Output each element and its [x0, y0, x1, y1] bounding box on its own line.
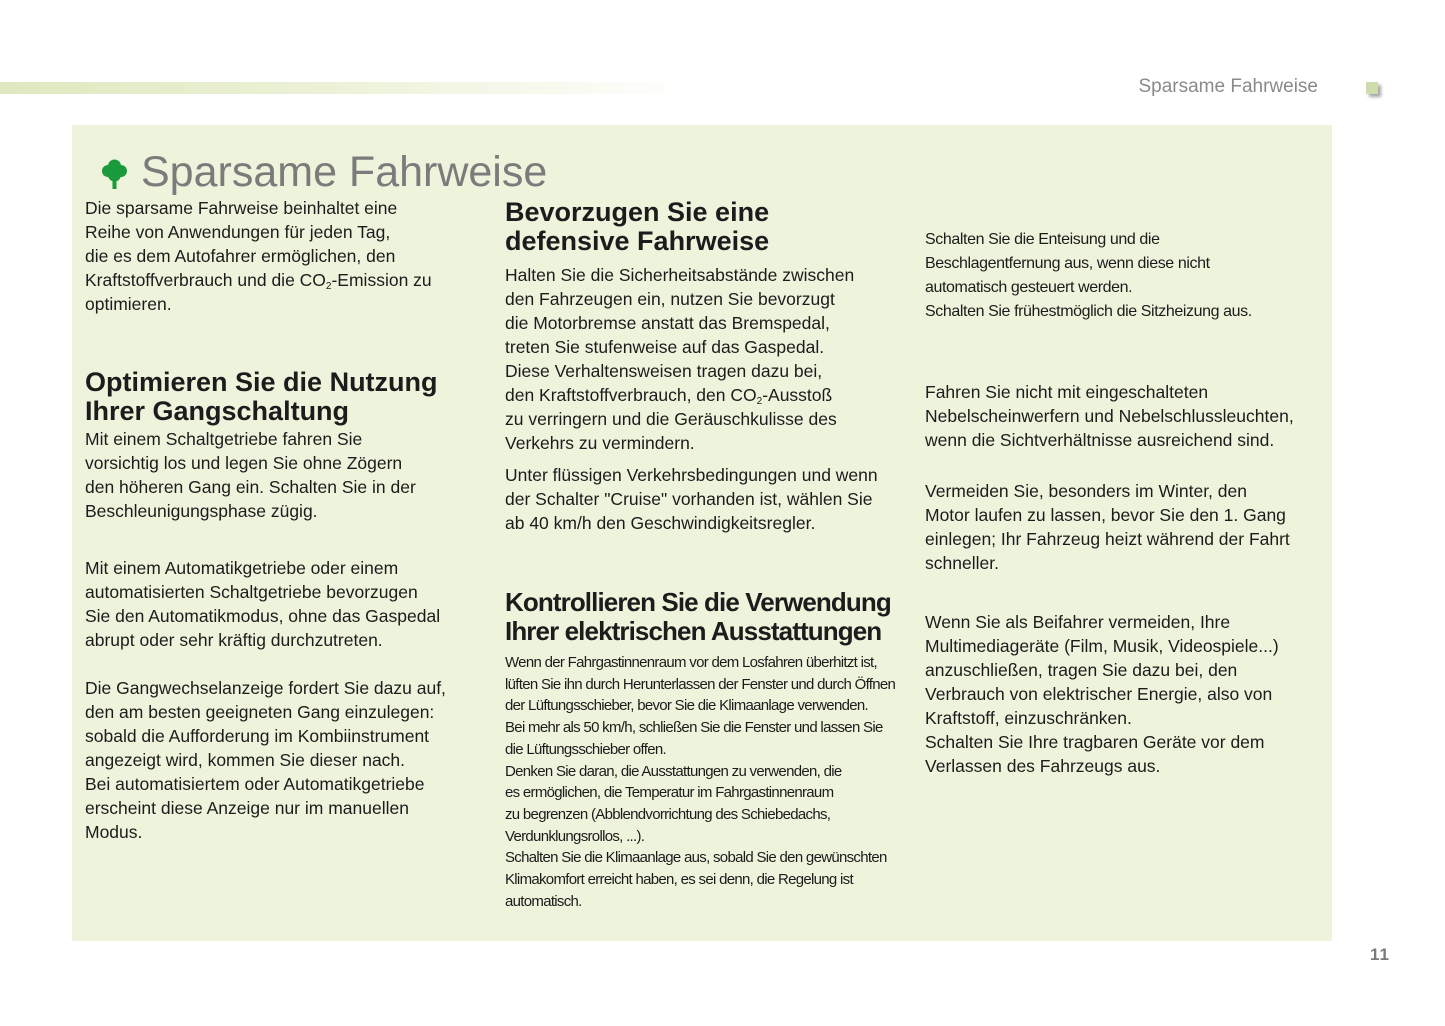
text-line: zu verringern und die Geräuschkulisse des	[505, 409, 837, 429]
text-line: Wenn der Fahrgastinnenraum vor dem Losfahren überhitzt ist,	[505, 654, 877, 671]
heading-line: Optimieren Sie die Nutzung	[85, 367, 438, 397]
text-line: Sie den Automatikmodus, ohne das Gaspedal	[85, 606, 441, 626]
text-line: sobald die Aufforderung im Kombiinstrument	[85, 726, 430, 746]
section-heading-fahrweise	[505, 198, 769, 256]
text-line: Wenn Sie als Beifahrer vermeiden, Ihre	[925, 612, 1231, 632]
text-line: Verbrauch von elektrischer Energie, also von	[925, 684, 1273, 704]
text-line: der Lüftungsschieber, bevor Sie die Klimaanlage verwenden.	[505, 697, 868, 715]
paragraph-cruise	[505, 463, 878, 535]
text-line: Kraftstoffverbrauch und die $CO_2$-Emission zu	[85, 270, 432, 292]
text-line: Motor laufen zu lassen, bevor Sie den 1. Gang	[925, 505, 1286, 525]
text-line: erscheint diese Anzeige nur im manuellen	[85, 798, 409, 818]
text-line: den am besten geeigneten Gang einzulegen:	[85, 702, 435, 722]
text-line: schneller.	[925, 553, 999, 573]
heading-line: defensive Fahrweise	[505, 226, 770, 256]
page-number: 11	[1370, 945, 1390, 964]
paragraph-automatikgetriebe	[85, 556, 440, 652]
text-line: die es dem Autofahrer ermöglichen, den	[85, 246, 396, 266]
text-line: optimieren.	[85, 294, 172, 314]
section-heading-gangschaltung	[85, 368, 438, 426]
text-line: die Lüftungsschieber offen.	[505, 740, 666, 758]
text-line: Vermeiden Sie, besonders im Winter, den	[925, 481, 1247, 501]
text-line: zu begrenzen (Abblendvorrichtung des Schiebedachs,	[505, 805, 831, 823]
text-line: vorsichtig los und legen Sie ohne Zögern	[85, 453, 403, 473]
tree-icon	[101, 158, 128, 190]
text-line: Halten Sie die Sicherheitsabstände zwischen	[505, 265, 855, 285]
text-line: Mit einem Schaltgetriebe fahren Sie	[85, 429, 363, 449]
text-line: Schalten Sie die Enteisung und die	[925, 231, 1160, 248]
text-line: Mit einem Automatikgetriebe oder einem	[85, 558, 399, 578]
text-line: lüften Sie ihn durch Herunterlassen der Fenster und durch Öffnen	[505, 675, 896, 693]
text-line: den Fahrzeugen ein, nutzen Sie bevorzugt	[505, 289, 835, 309]
paragraph-nebelscheinwerfer	[925, 380, 1294, 452]
header-square-marker	[1366, 82, 1378, 94]
paragraph-beifahrer	[925, 610, 1279, 778]
text-line: Schalten Sie frühestmöglich die Sitzheizung aus.	[925, 303, 1252, 320]
text-line: abrupt oder sehr kräftig durchzutreten.	[85, 630, 383, 650]
heading-line: Bevorzugen Sie eine	[505, 197, 770, 227]
text-line: den Kraftstoffverbrauch, den $CO_2$-Ausstoß	[505, 385, 833, 407]
text-line: die Motorbremse anstatt das Bremspedal,	[505, 313, 830, 333]
text-line: es ermöglichen, die Temperatur im Fahrgastinnenraum	[505, 784, 834, 802]
text-line: automatisch.	[505, 892, 582, 910]
text-line: Modus.	[85, 822, 143, 842]
header-accent-band	[0, 82, 690, 94]
text-line: Verlassen des Fahrzeugs aus.	[925, 756, 1161, 776]
text-line: Klimakomfort erreicht haben, es sei denn, die Regelung ist	[505, 871, 853, 889]
text-line: Unter flüssigen Verkehrsbedingungen und wenn	[505, 465, 878, 485]
text-line: ab 40 km/h den Geschwindigkeitsregler.	[505, 513, 816, 533]
text-line: angezeigt wird, kommen Sie dieser nach.	[85, 750, 406, 770]
intro-paragraph	[85, 196, 432, 316]
paragraph-winter	[925, 479, 1290, 575]
running-header-title: Sparsame Fahrweise	[1138, 76, 1318, 97]
page-title: Sparsame Fahrweise	[141, 148, 548, 196]
paragraph-sicherheitsabstaende	[505, 263, 854, 455]
text-line: Schalten Sie die Klimaanlage aus, sobald Sie den gewünschten	[505, 849, 887, 867]
text-line: wenn die Sichtverhältnisse ausreichend sind.	[925, 430, 1275, 450]
text-line: Fahren Sie nicht mit eingeschalteten	[925, 382, 1209, 402]
text-line: Die sparsame Fahrweise beinhaltet eine	[85, 198, 398, 218]
text-line: den höheren Gang ein. Schalten Sie in der	[85, 477, 416, 497]
text-line: einlegen; Ihr Fahrzeug heizt während der Fahrt	[925, 529, 1290, 549]
text-line: treten Sie stufenweise auf das Gaspedal.	[505, 337, 825, 357]
text-line: automatisierten Schaltgetriebe bevorzugen	[85, 582, 418, 602]
text-line: Multimediageräte (Film, Musik, Videospiele...)	[925, 636, 1279, 656]
text-line: Bei mehr als 50 km/h, schließen Sie die Fenster und lassen Sie	[505, 719, 883, 737]
text-line: Denken Sie daran, die Ausstattungen zu verwenden, die	[505, 762, 842, 780]
paragraph-schaltgetriebe	[85, 427, 416, 523]
paragraph-enteisung	[925, 228, 1252, 324]
text-line: Bei automatisiertem oder Automatikgetriebe	[85, 774, 425, 794]
text-line: Die Gangwechselanzeige fordert Sie dazu auf,	[85, 678, 446, 698]
text-line: automatisch gesteuert werden.	[925, 279, 1133, 296]
text-line: anzuschließen, tragen Sie dazu bei, den	[925, 660, 1238, 680]
text-line: Beschlagentfernung aus, wenn diese nicht	[925, 255, 1210, 272]
heading-line: Ihrer elektrischen Ausstattungen	[505, 616, 882, 646]
section-heading-elektrische-ausstattungen	[505, 588, 891, 646]
text-line: Verdunklungsrollos, ...).	[505, 827, 645, 845]
text-line: Diese Verhaltensweisen tragen dazu bei,	[505, 361, 823, 381]
text-line: Verkehrs zu vermindern.	[505, 433, 695, 453]
heading-line: Kontrollieren Sie die Verwendung	[505, 587, 891, 617]
text-line: Reihe von Anwendungen für jeden Tag,	[85, 222, 391, 242]
text-line: der Schalter "Cruise" vorhanden ist, wählen Sie	[505, 489, 873, 509]
heading-line: Ihrer Gangschaltung	[85, 396, 350, 426]
text-line: Schalten Sie Ihre tragbaren Geräte vor dem	[925, 732, 1265, 752]
text-line: Kraftstoff, einzuschränken.	[925, 708, 1132, 728]
paragraph-klimaanlage	[505, 652, 895, 912]
text-line: Nebelscheinwerfern und Nebelschlussleuchten,	[925, 406, 1294, 426]
paragraph-gangwechselanzeige	[85, 676, 446, 844]
text-line: Beschleunigungsphase zügig.	[85, 501, 318, 521]
